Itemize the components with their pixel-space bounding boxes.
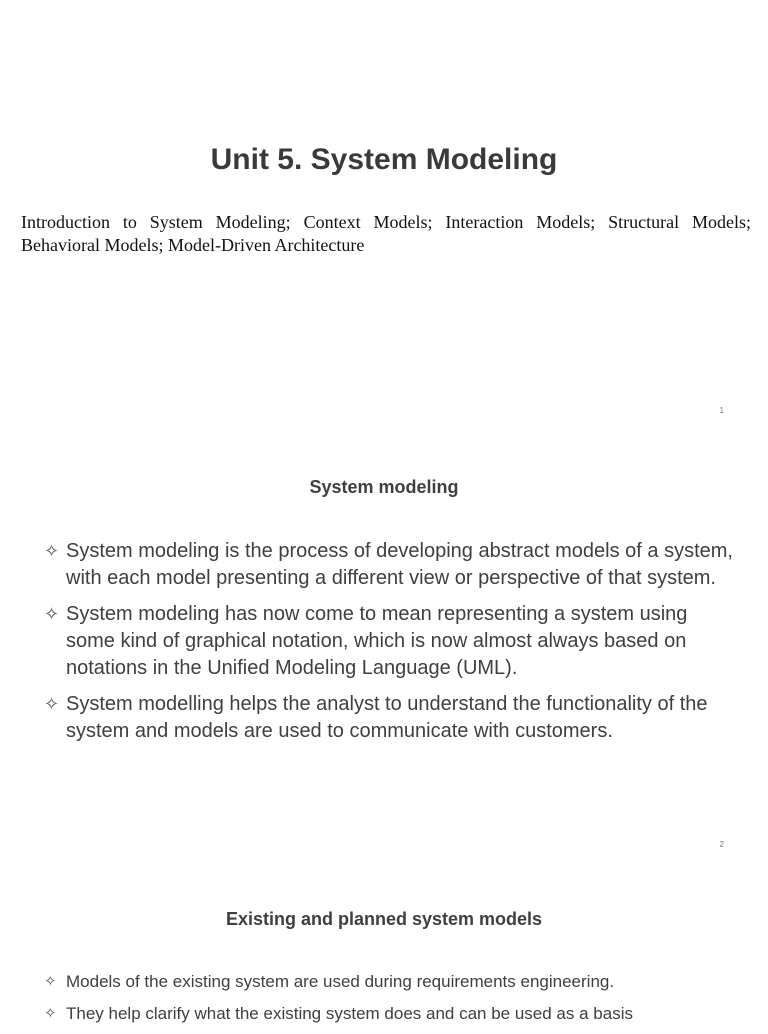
slide-3 <box>0 860 768 1024</box>
list-item <box>44 538 734 592</box>
bullet-text: They help clarify what the existing system does and can be used as a basis <box>66 1004 633 1023</box>
list-item <box>44 1002 734 1026</box>
slide-subtitle <box>21 211 751 257</box>
list-item <box>44 601 734 682</box>
slide-title: Unit 5. System Modeling <box>210 143 558 176</box>
subtitle-line-1: Introduction to System Modeling; Context Models; Interaction Models; Structural Models; <box>21 212 751 232</box>
bullet-list <box>44 970 734 1034</box>
slide-1 <box>0 0 768 430</box>
page-number: 1 <box>719 406 724 415</box>
bullet-star-icon: ✧ <box>44 541 60 561</box>
bullet-text: System modeling is the process of developing abstract models of a system, with each model presenting a different view or perspective of that system. <box>66 540 733 589</box>
bullet-star-icon: ✧ <box>44 973 57 990</box>
bullet-star-icon: ✧ <box>44 694 60 714</box>
bullet-star-icon: ✧ <box>44 1005 57 1022</box>
list-item <box>44 970 734 994</box>
bullet-text: Models of the existing system are used during requirements engineering. <box>66 972 615 991</box>
bullet-text: System modelling helps the analyst to understand the functionality of the system and models are used to communicate with customers. <box>66 693 708 742</box>
list-item <box>44 691 734 745</box>
page-number: 2 <box>719 840 724 849</box>
slide-title: Existing and planned system models <box>225 909 543 929</box>
bullet-list <box>44 538 734 754</box>
bullet-text: System modeling has now come to mean representing a system using some kind of graphical notation, which is now almost always based on notations in the Unified Modeling Language (UML). <box>66 603 688 679</box>
bullet-star-icon: ✧ <box>44 604 60 624</box>
slide-title: System modeling <box>309 477 459 497</box>
slide-2 <box>0 430 768 860</box>
subtitle-line-2: Behavioral Models; Model-Driven Architecture <box>21 235 365 255</box>
